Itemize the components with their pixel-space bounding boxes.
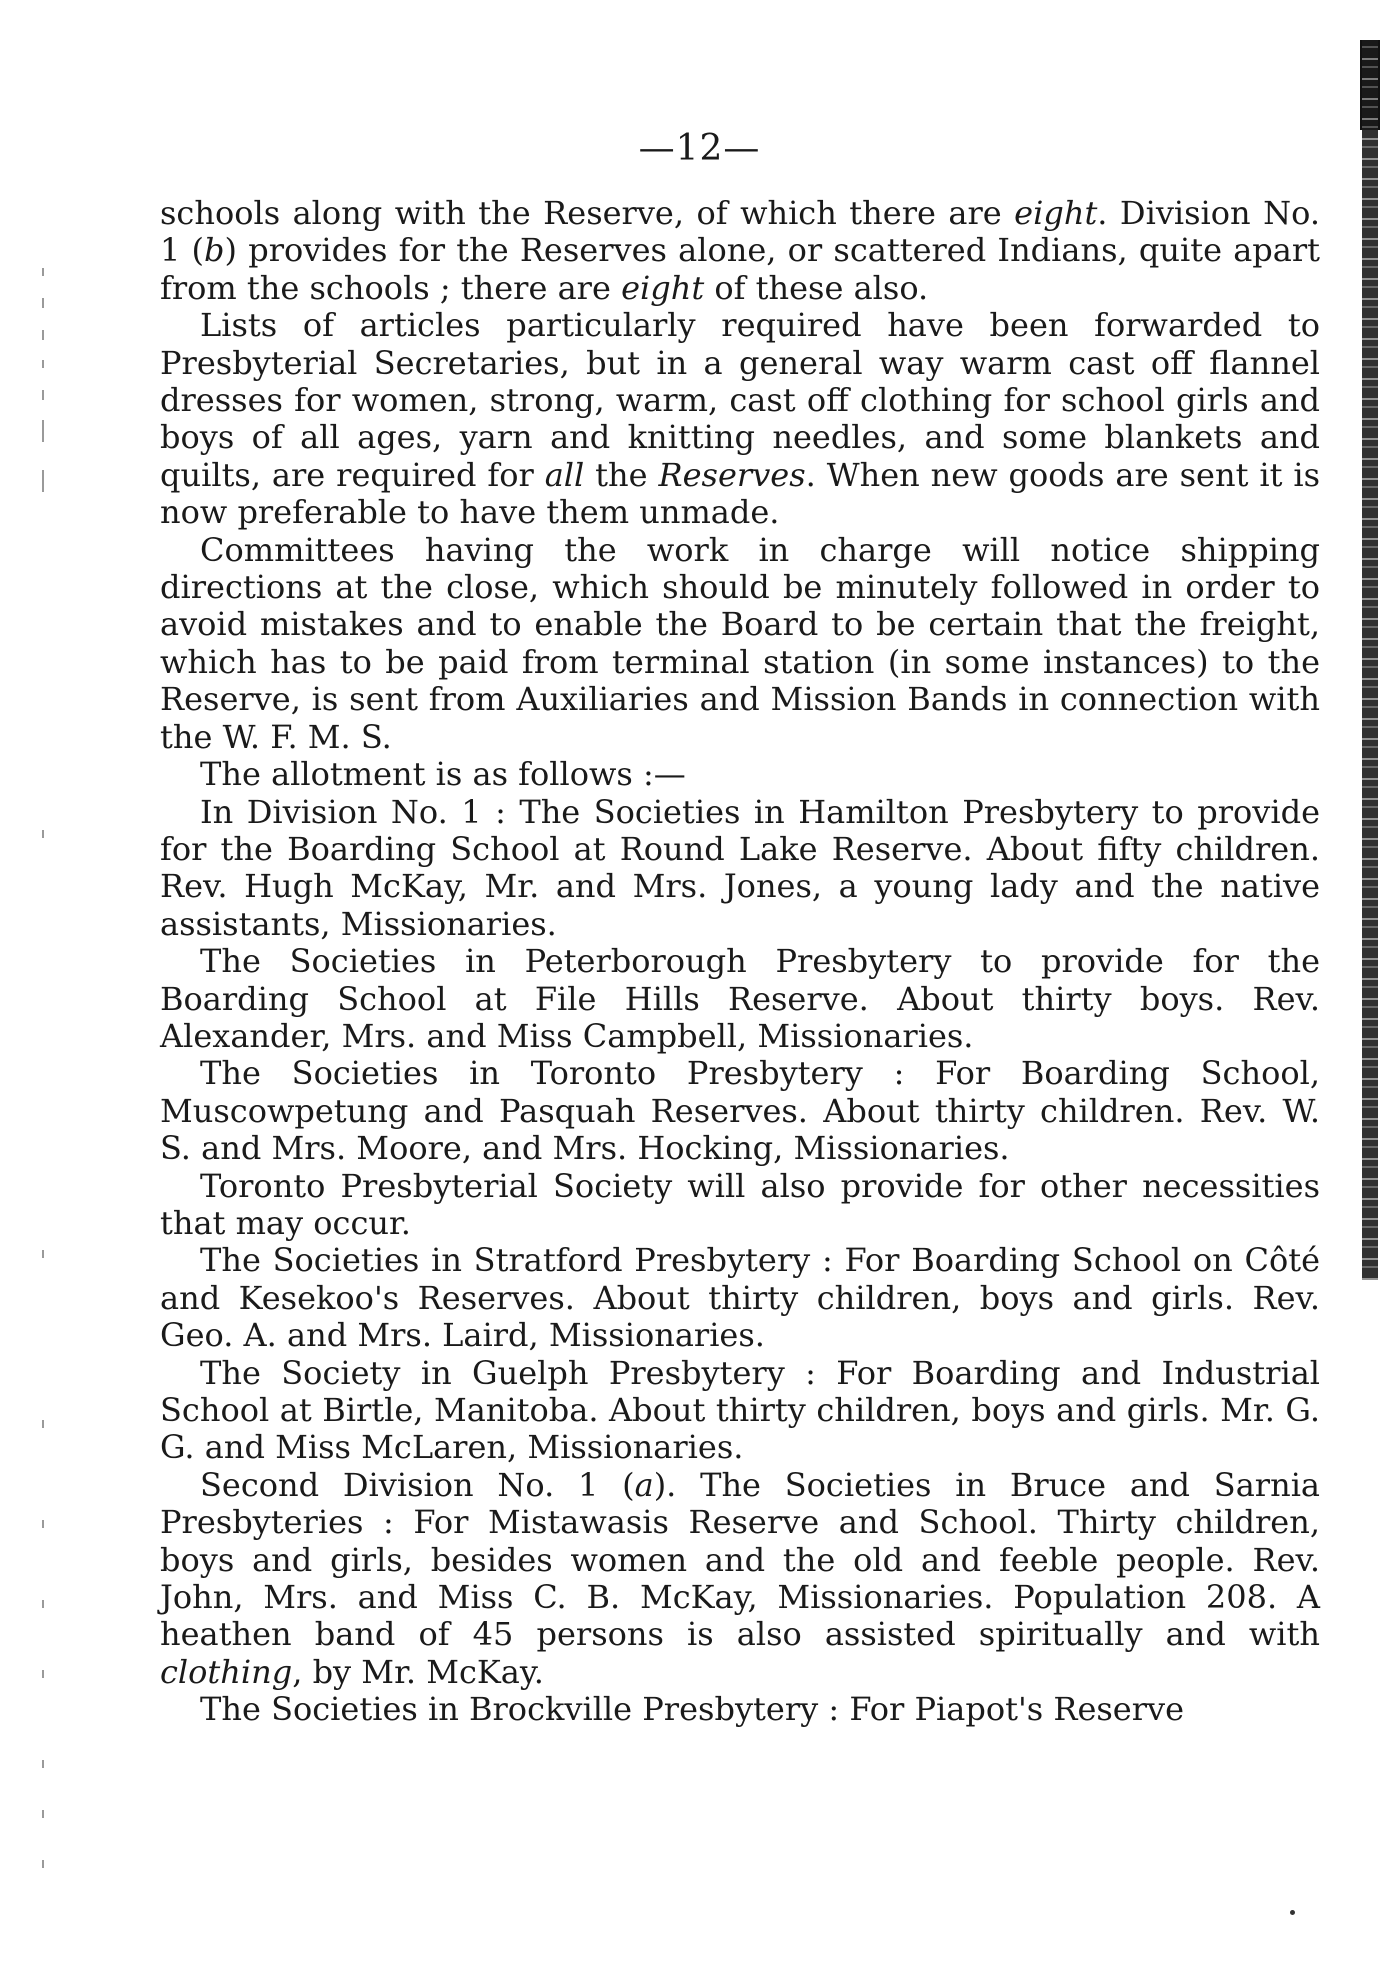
paragraph [160, 307, 1320, 531]
text-run: The Societies in Brockville Presbytery : For Piapot's Reserve [200, 1690, 1185, 1729]
paragraph [160, 1242, 1320, 1354]
margin-speck [42, 830, 44, 838]
margin-speck [42, 1600, 44, 1608]
text-run: Toronto Presbyterial Society will also provide for other necessities that may occur. [160, 1166, 1320, 1242]
text-run: The Society in Guelph Presbytery : For Boarding and Industrial School at Birtle, Manitoba. About thirty children, boys and girls. Mr. G. G. and Miss McLaren, Missionaries. [160, 1353, 1320, 1467]
italic-text: eight [621, 268, 705, 307]
text-run: The Societies in Peterborough Presbytery to provide for the Boarding School at File Hills Reserve. About thirty boys. Rev. Alexander, Mrs. and Miss Campbell, Missionaries. [160, 942, 1320, 1055]
margin-speck [42, 330, 44, 340]
italic-text: b [204, 231, 225, 270]
italic-text: all [544, 455, 585, 494]
paragraph [160, 1168, 1320, 1243]
margin-speck [42, 420, 44, 442]
italic-text: eight [1014, 194, 1098, 232]
text-run: ). The Societies in Bruce and Sarnia Presbyteries : For Mistawasis Reserve and School. Thirty children, boys and girls, besides women and the old and feeble people. Rev. John, Mrs. and Miss C. B. McKay, Missionaries. Population 208. A heathen band of 45 persons is also assisted spiritually and with [160, 1465, 1321, 1654]
italic-text: Reserves [658, 455, 806, 494]
page-speck [1290, 1910, 1295, 1915]
margin-speck [42, 1760, 44, 1768]
paragraph [160, 195, 1320, 307]
text-run: the [584, 455, 659, 494]
text-run: . Division No. 1 ( [160, 194, 1321, 270]
margin-speck [42, 1670, 44, 1678]
italic-text: a [634, 1465, 654, 1504]
paragraph [160, 794, 1320, 944]
text-run: The Societies in Stratford Presbytery : For Boarding School on Côté and Kesekoo's Reserves. About thirty children, boys and girls. Rev. Geo. A. and Mrs. Laird, Missionaries. [160, 1241, 1320, 1355]
text-run: ) provides for the Reserves alone, or scattered Indians, quite apart from the schools ; there are [160, 231, 1321, 307]
margin-speck [42, 1520, 44, 1528]
text-run: Lists of articles particularly required have been forwarded to Presbyterial Secretaries, but in a general way warm cast off flannel dresses for women, strong, warm, cast off clothing for school girls and boys of all ages, yarn and knitting needles, and some blankets and quilts, are required for [160, 306, 1320, 494]
text-run: schools along with the Reserve, of which there are [160, 194, 1015, 232]
text-run: of these also. [704, 268, 929, 307]
text-run: In Division No. 1 : The Societies in Hamilton Presbytery to provide for the Boarding School at Round Lake Reserve. About fifty children. Rev. Hugh McKay, Mr. and Mrs. Jones, a young lady and the native assistants, Missionaries. [160, 792, 1320, 943]
text-run: Committees having the work in charge will notice shipping directions at the close, which should be minutely followed in order to avoid mistakes and to enable the Board to be certain that the freight, which has to be paid from terminal station (in some instances) to the Reserve, is sent from Auxiliaries and Mission Bands in connection with the W. F. M. S. [160, 530, 1320, 756]
page-number: —12— [638, 128, 761, 169]
paragraph [160, 1691, 1320, 1728]
paragraph [160, 1355, 1320, 1467]
text-run: The Societies in Toronto Presbytery : For Boarding School, Muscowpetung and Pasquah Reserves. About thirty children. Rev. W. S. and Mrs. Moore, and Mrs. Hocking, Missionaries. [160, 1054, 1320, 1168]
margin-speck [42, 390, 44, 400]
paragraph [160, 1055, 1320, 1167]
text-run: , by Mr. McKay. [292, 1652, 544, 1691]
paragraph [160, 943, 1320, 1055]
margin-speck [42, 298, 44, 308]
paragraph [160, 1467, 1320, 1691]
text-run: Second Division No. 1 ( [200, 1465, 635, 1504]
margin-speck [42, 1860, 44, 1868]
margin-speck [42, 1810, 44, 1818]
margin-speck [42, 1420, 44, 1428]
margin-speck [42, 1250, 44, 1258]
margin-speck [42, 268, 44, 276]
italic-text: clothing [160, 1652, 293, 1691]
text-run: The allotment is as follows :— [200, 755, 686, 794]
text-run: . When new goods are sent it is now preferable to have them unmade. [160, 455, 1321, 532]
paragraph [160, 756, 1320, 793]
margin-speck [42, 470, 44, 492]
margin-speck [42, 360, 44, 368]
paragraph [160, 532, 1320, 756]
binding-edge-strip [1362, 40, 1378, 1280]
body-text [160, 195, 1320, 1729]
